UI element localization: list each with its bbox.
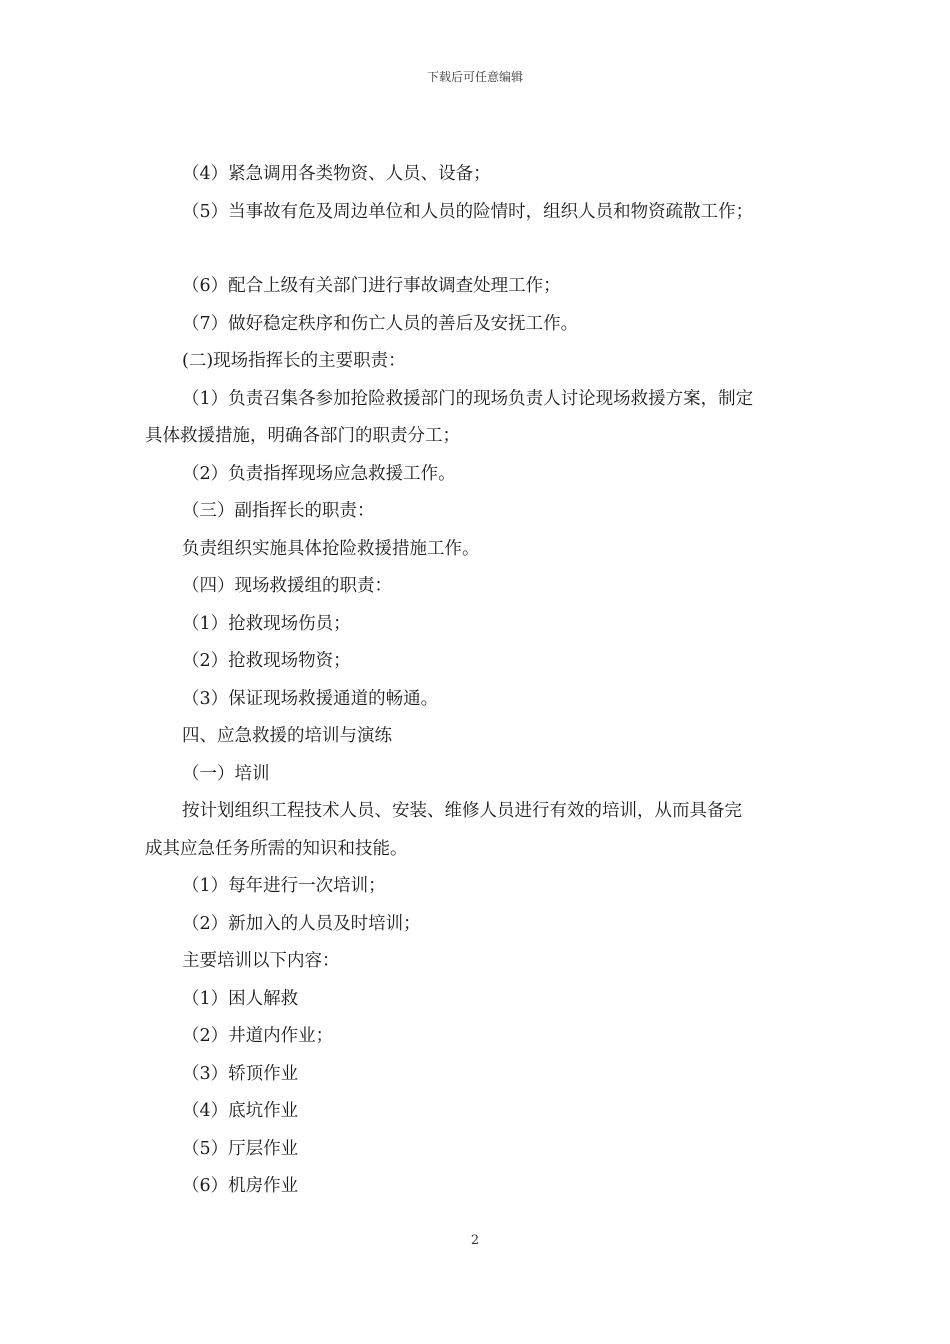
page-number: 2 xyxy=(470,1233,480,1248)
document-body xyxy=(145,156,810,1206)
chapter-heading: 四、应急救援的培训与演练 xyxy=(182,726,392,746)
paragraph-line: 主要培训以下内容： xyxy=(182,951,340,971)
paragraph-line: 具体救援措施，明确各部门的职责分工； xyxy=(145,426,460,446)
list-item: （5）厅层作业 xyxy=(182,1138,299,1159)
list-item: （6）机房作业 xyxy=(182,1176,299,1196)
list-item: （2）井道内作业； xyxy=(182,1026,334,1046)
paragraph-line: （4）紧急调用各类物资、人员、设备； xyxy=(182,164,491,184)
section-heading: （三）副指挥长的职责： xyxy=(182,501,375,521)
paragraph-line: 成其应急任务所需的知识和技能。 xyxy=(145,838,408,859)
page-header: 下载后可任意编辑 xyxy=(426,70,523,84)
paragraph-line: （2）负责指挥现场应急救援工作。 xyxy=(182,463,456,484)
section-heading: (二)现场指挥长的主要职责： xyxy=(182,351,406,371)
paragraph-line: （6）配合上级有关部门进行事故调查处理工作； xyxy=(182,276,561,296)
list-item: （1）困人解救 xyxy=(182,988,299,1009)
paragraph-line: （7）做好稳定秩序和伤亡人员的善后及安抚工作。 xyxy=(182,313,579,334)
paragraph-line: 按计划组织工程技术人员、安装、维修人员进行有效的培训，从而具备完 xyxy=(182,801,742,821)
paragraph-line: （2）抢救现场物资； xyxy=(182,651,351,671)
paragraph-line: （1）每年进行一次培训； xyxy=(182,876,386,896)
section-heading: （一）培训 xyxy=(182,763,270,784)
blank-line xyxy=(145,231,810,268)
paragraph-line: （1）抢救现场伤员； xyxy=(182,613,351,634)
paragraph-line: 负责组织实施具体抢险救援措施工作。 xyxy=(182,538,480,559)
list-item: （4）底坑作业 xyxy=(182,1101,299,1121)
list-item: （3）轿顶作业 xyxy=(182,1063,299,1084)
paragraph-line: （5）当事故有危及周边单位和人员的险情时，组织人员和物资疏散工作； xyxy=(182,201,754,222)
section-heading: （四）现场救援组的职责： xyxy=(182,576,392,596)
paragraph-line: （2）新加入的人员及时培训； xyxy=(182,913,421,934)
paragraph-line: （3）保证现场救援通道的畅通。 xyxy=(182,688,439,709)
paragraph-line: （1）负责召集各参加抢险救援部门的现场负责人讨论现场救援方案，制定 xyxy=(182,388,754,409)
